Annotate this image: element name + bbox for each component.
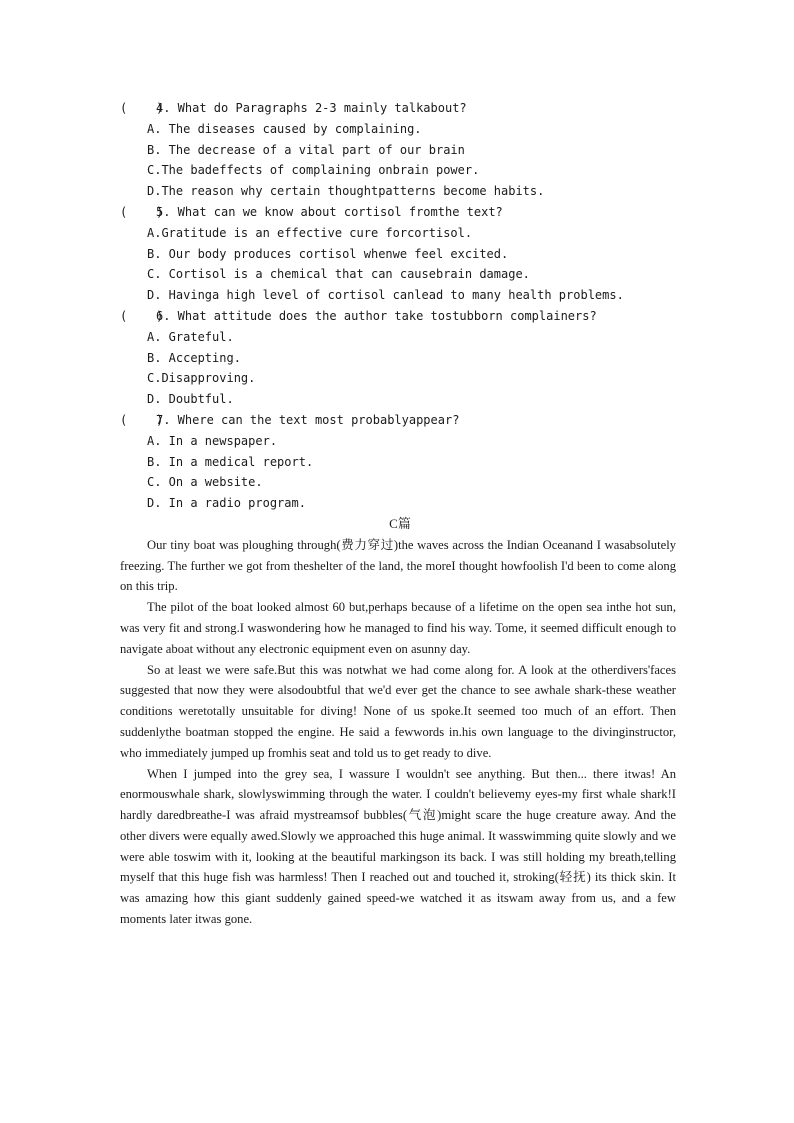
- passage-paragraph: When I jumped into the grey sea, I wassure I wouldn't see anything. But then... there itwas! An enormouswhale shark, slowlyswimming through the water. I couldn't believemy eyes-my first whale shark!I hardly daredbreathe-I was afraid mystreamsof bubbles(气泡)might scare the huge creature away. And the other divers were equally awed.Slowly we approached this huge animal. It wasswimming quite slowly and we were able toswim with it, looking at the beautiful markingson its back. I was still holding my breath,telling myself that this huge fish was harmless! Then I reached out and touched it, stroking(轻抚) its thick skin. It was amazing how this giant suddenly gained speed-we watched it as itswam away from us, and a few moments later itwas gone.: [120, 766, 676, 927]
- answer-blank[interactable]: ( ): [120, 412, 164, 427]
- option-c: C. On a website.: [147, 475, 263, 490]
- question-text: 4. What do Paragraphs 2-3 mainly talkabout?: [156, 101, 467, 115]
- option-b: B. Accepting.: [147, 350, 241, 365]
- option-b: B. In a medical report.: [147, 454, 314, 469]
- question-block: [120, 306, 676, 410]
- option-d: D. In a radio program.: [147, 496, 306, 511]
- option-a: A. In a newspaper.: [147, 433, 278, 448]
- question-stem: [120, 202, 676, 223]
- question-text: 6. What attitude does the author take tostubborn complainers?: [156, 308, 597, 323]
- section-title: C篇: [389, 515, 411, 531]
- option-d: D.The reason why certain thoughtpatterns become habits.: [147, 184, 545, 199]
- passage-paragraph: So at least we were safe.But this was notwhat we had come along for. A look at the otherdivers'faces suggested that now they were alsodoubtful that we'd ever get the chance to see awhale shark-these weather conditions weretotally unsuitable for diving! None of us spoke.It seemed too much of an effort. Then suddenlythe boatman stopped the engine. He said a fewwords in.his own language to the divinginstructor, who immediately jumped up fromhis seat and told us to get ready to dive.: [120, 662, 676, 760]
- question-block: [120, 202, 676, 306]
- question-text: 5. What can we know about cortisol fromthe text?: [156, 204, 503, 219]
- option-a: A.Gratitude is an effective cure forcortisol.: [147, 225, 473, 240]
- option-c: C.Disapproving.: [147, 371, 256, 386]
- option-d: D. Doubtful.: [147, 392, 234, 407]
- answer-blank[interactable]: ( ): [120, 101, 164, 115]
- question-text: 7. Where can the text most probablyappear?: [156, 412, 460, 427]
- option-a: A. The diseases caused by complaining.: [147, 121, 422, 136]
- question-stem: [120, 98, 676, 119]
- question-stem: [120, 410, 676, 431]
- question-stem: [120, 306, 676, 327]
- answer-blank[interactable]: ( ): [120, 308, 164, 323]
- question-block: [120, 98, 676, 202]
- document-page: [120, 98, 676, 930]
- option-c: C.The badeffects of complaining onbrain power.: [147, 163, 480, 178]
- option-b: B. The decrease of a vital part of our brain: [147, 142, 465, 157]
- passage-paragraph: Our tiny boat was ploughing through(费力穿过)the waves across the Indian Oceanand I wasabsolutely freezing. The further we got from theshelter of the land, the moreI thought howfoolish I'd been to come along on this trip.: [120, 537, 676, 594]
- answer-blank[interactable]: ( ): [120, 204, 164, 219]
- option-a: A. Grateful.: [147, 329, 234, 344]
- option-b: B. Our body produces cortisol whenwe feel excited.: [147, 246, 509, 261]
- option-d: D. Havinga high level of cortisol canlead to many health problems.: [147, 288, 624, 303]
- question-block: [120, 410, 676, 514]
- passage-paragraph: The pilot of the boat looked almost 60 but,perhaps because of a lifetime on the open sea inthe hot sun, was very fit and strong.I waswondering how he managed to find his way. Tome, it seemed difficult enough to navigate aboat without any electronic equipment even on asunny day.: [120, 600, 676, 656]
- option-c: C. Cortisol is a chemical that can causebrain damage.: [147, 267, 530, 282]
